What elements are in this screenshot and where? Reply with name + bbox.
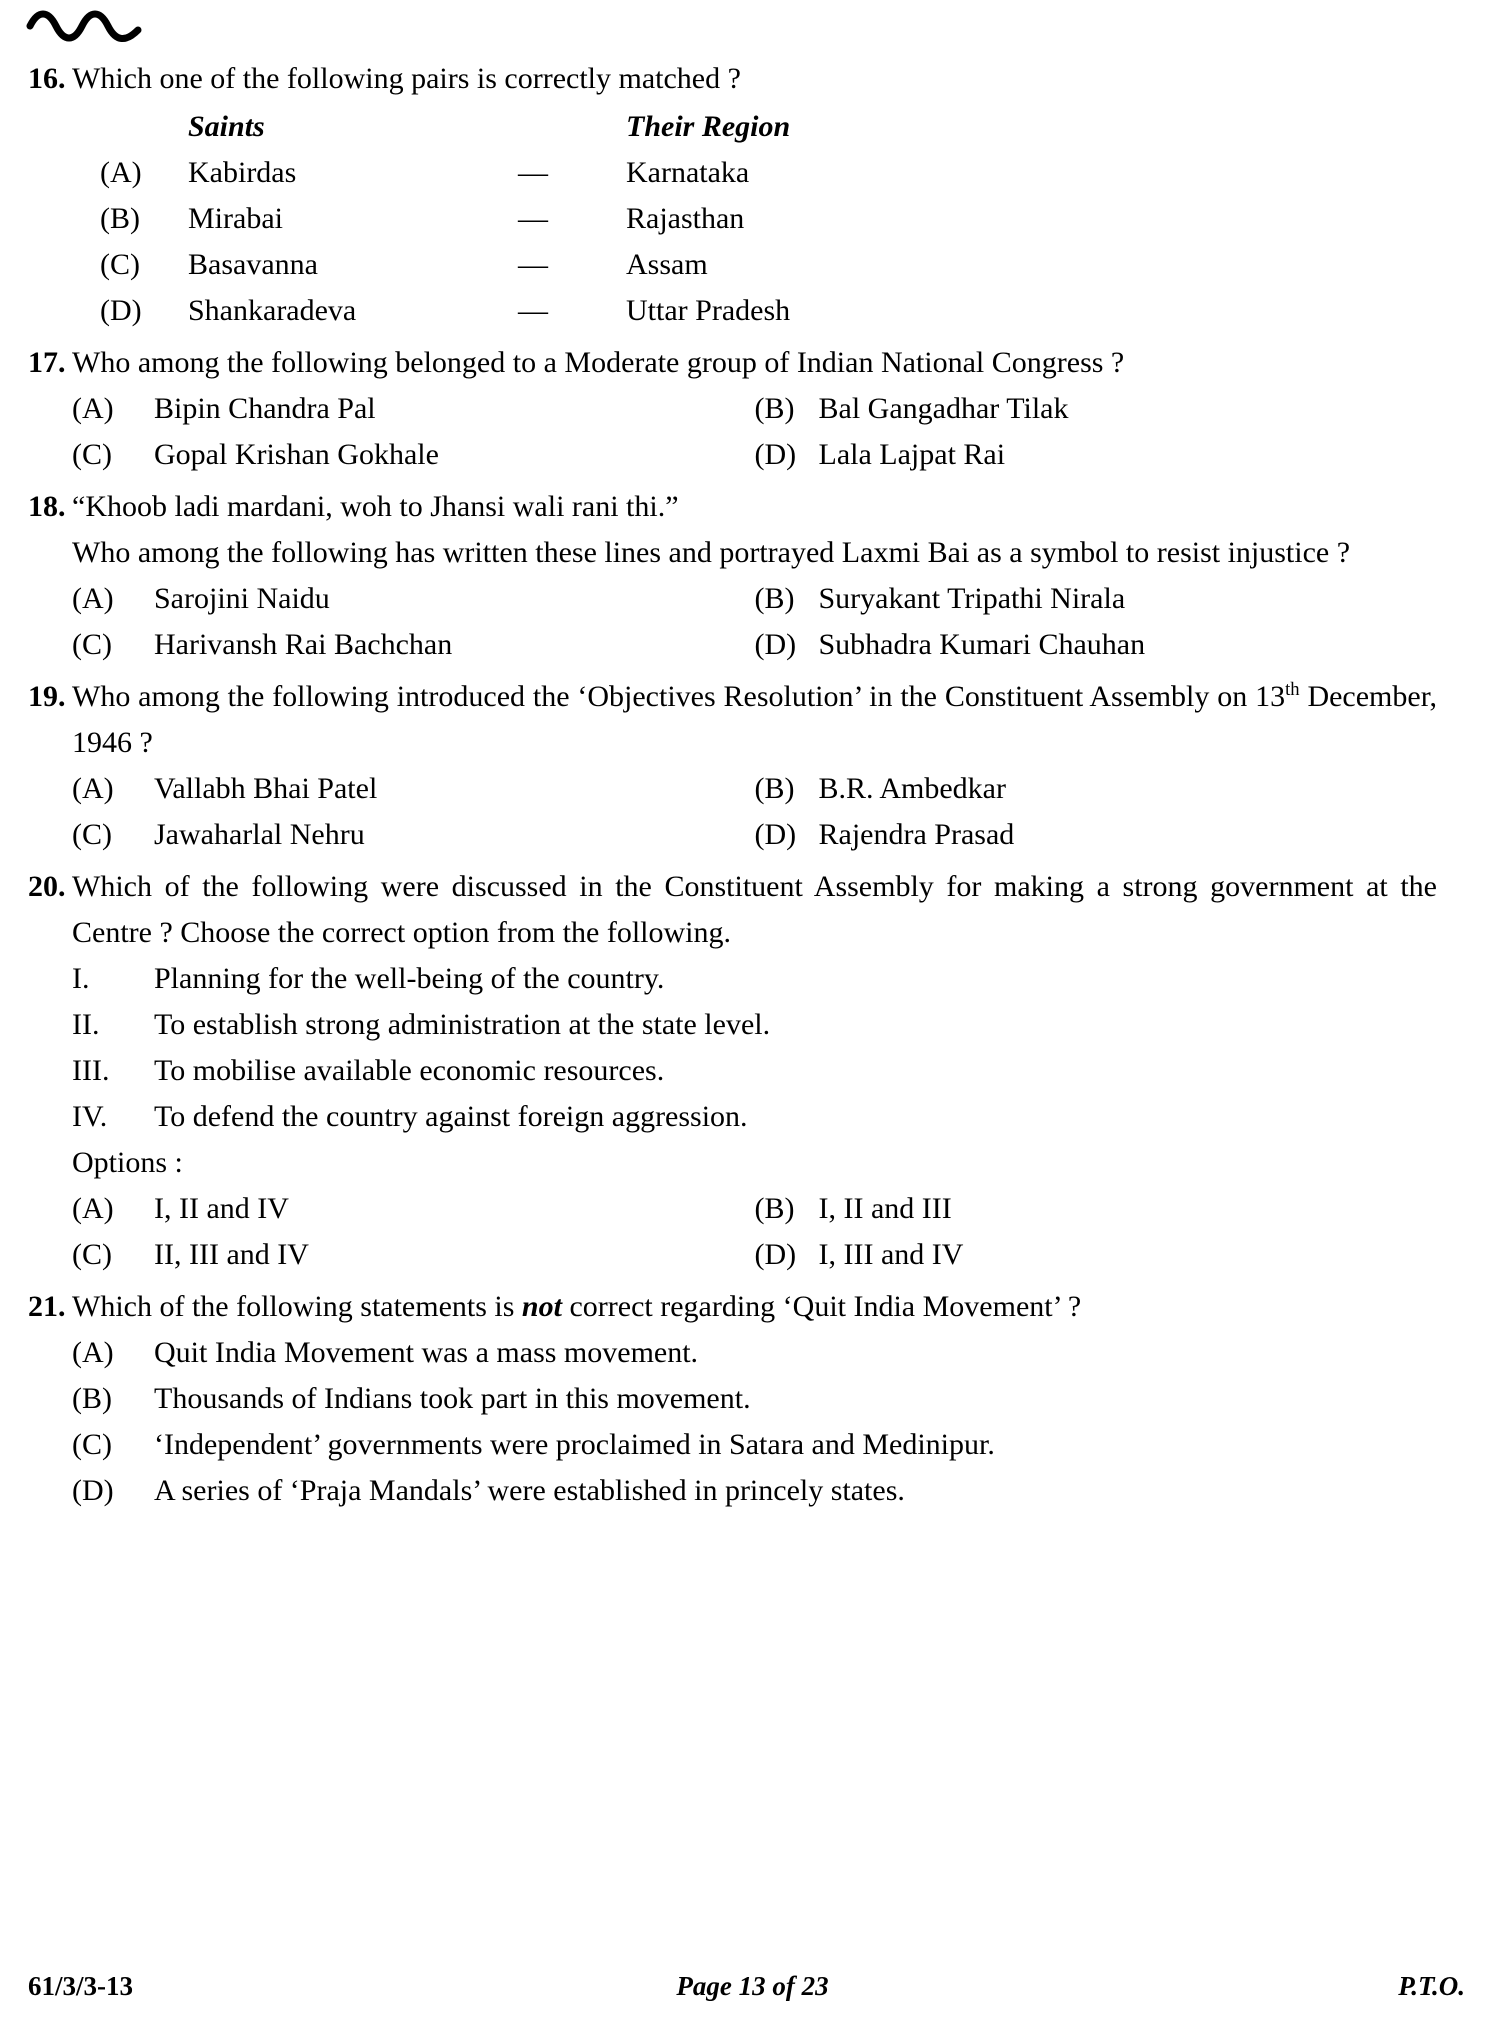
matching-row[interactable] (72, 288, 1437, 334)
option-label: (D) (754, 628, 797, 661)
matching-header-spacer (72, 104, 188, 150)
wavy-line-ornament (26, 8, 146, 50)
question-19 (0, 674, 1505, 858)
matching-row[interactable] (72, 150, 1437, 196)
option-b[interactable] (755, 766, 1438, 812)
option-c[interactable] (72, 812, 755, 858)
question-body (72, 674, 1505, 858)
question-stem (72, 674, 1437, 766)
page-number: Page 13 of 23 (676, 1970, 829, 2001)
option-label: (A) (72, 392, 114, 425)
questions-container (0, 56, 1505, 1520)
question-16 (0, 56, 1505, 334)
question-body (72, 56, 1505, 334)
option-label: (B) (100, 202, 140, 235)
option-text: Rajendra Prasad (818, 818, 1015, 851)
question-number: 17. (28, 346, 66, 379)
matching-header-row (72, 104, 1437, 150)
question-stem-post: correct regarding ‘Quit India Movement’ ? (561, 1290, 1082, 1323)
option-a[interactable] (72, 1330, 1437, 1376)
question-stem-part2: December, 1946 ? (72, 680, 1437, 759)
option-text: Gopal Krishan Gokhale (154, 438, 439, 471)
question-stem: Who among the following belonged to a Moderate group of Indian National Congress ? (72, 346, 1125, 379)
option-c[interactable] (72, 432, 755, 478)
matching-header-right: Their Region (626, 110, 791, 143)
options-list (72, 1330, 1437, 1514)
statement-label: I. (72, 962, 90, 995)
pto-label: P.T.O. (1398, 1970, 1465, 2001)
statement-label: II. (72, 1008, 100, 1041)
statement-label: IV. (72, 1100, 108, 1133)
statement-label: III. (72, 1054, 110, 1087)
statements-list (72, 956, 1437, 1140)
option-a[interactable] (72, 386, 755, 432)
options-list (72, 576, 1437, 668)
option-label: (B) (754, 392, 795, 425)
option-label: (D) (72, 1474, 114, 1507)
option-text: Bipin Chandra Pal (154, 392, 376, 425)
question-stem: Who among the following has written these lines and portrayed Laxmi Bai as a symbol to resist injustice ? (72, 536, 1351, 569)
option-text: Jawaharlal Nehru (154, 818, 365, 851)
question-body (72, 340, 1505, 478)
option-c[interactable] (72, 622, 755, 668)
option-a[interactable] (72, 1186, 755, 1232)
statement-text: Planning for the well-being of the country. (154, 962, 665, 995)
question-20 (0, 864, 1505, 1278)
option-label: (A) (72, 1336, 114, 1369)
option-text: Subhadra Kumari Chauhan (818, 628, 1146, 661)
page-footer (0, 1964, 1505, 2008)
question-17 (0, 340, 1505, 478)
option-label: (A) (72, 772, 114, 805)
matching-left-value: Basavanna (188, 248, 318, 281)
matching-header-left: Saints (188, 110, 265, 143)
option-text: I, II and IV (154, 1192, 289, 1225)
matching-right-value: Rajasthan (626, 202, 745, 235)
matching-right-value: Karnataka (626, 156, 750, 189)
option-label: (A) (100, 156, 142, 189)
option-text: Bal Gangadhar Tilak (818, 392, 1069, 425)
statement-text: To defend the country against foreign aggression. (154, 1100, 748, 1133)
option-label: (B) (72, 1382, 112, 1415)
matching-dash: — (518, 156, 548, 189)
question-stem (72, 1284, 1437, 1330)
question-quote: “Khoob ladi mardani, woh to Jhansi wali rani thi.” (72, 490, 679, 523)
option-label: (C) (72, 1238, 112, 1271)
options-list (72, 386, 1437, 478)
matching-right-value: Uttar Pradesh (626, 294, 791, 327)
question-body (72, 1284, 1505, 1514)
question-number: 21. (28, 1290, 66, 1323)
option-b[interactable] (755, 576, 1438, 622)
option-label: (C) (100, 248, 140, 281)
question-number: 19. (28, 680, 66, 713)
matching-dash: — (518, 248, 548, 281)
question-body (72, 864, 1505, 1278)
question-number: 16. (28, 62, 66, 95)
option-label: (D) (100, 294, 142, 327)
option-a[interactable] (72, 766, 755, 812)
matching-left-value: Shankaradeva (188, 294, 357, 327)
option-label: (A) (72, 582, 114, 615)
option-text: B.R. Ambedkar (818, 772, 1006, 805)
ordinal-suffix: th (1285, 679, 1300, 700)
option-text: Thousands of Indians took part in this movement. (154, 1382, 751, 1415)
option-text: A series of ‘Praja Mandals’ were established in princely states. (154, 1474, 905, 1507)
question-number: 18. (28, 490, 66, 523)
matching-dash: — (518, 294, 548, 327)
option-text: ‘Independent’ governments were proclaimed in Satara and Medinipur. (154, 1428, 995, 1461)
statement-iii (72, 1048, 1437, 1094)
option-b[interactable] (72, 1376, 1437, 1422)
statement-text: To mobilise available economic resources. (154, 1054, 665, 1087)
statement-text: To establish strong administration at the state level. (154, 1008, 771, 1041)
option-label: (B) (754, 582, 795, 615)
matching-row[interactable] (72, 242, 1437, 288)
option-label: (D) (754, 1238, 797, 1271)
option-label: (C) (72, 628, 112, 661)
option-c[interactable] (72, 1422, 1437, 1468)
option-text: II, III and IV (154, 1238, 309, 1271)
matching-row[interactable] (72, 196, 1437, 242)
option-label: (C) (72, 438, 112, 471)
statement-iv (72, 1094, 1437, 1140)
option-label: (D) (754, 438, 797, 471)
question-stem-emphasis: not (521, 1290, 562, 1323)
option-text: Quit India Movement was a mass movement. (154, 1336, 699, 1369)
option-label: (C) (72, 818, 112, 851)
option-d[interactable] (755, 1232, 1438, 1278)
question-stem: Which of the following were discussed in the Constituent Assembly for making a strong government at the Centre ? Choose the correct option from the following. (72, 870, 1437, 949)
question-stem-part1: Who among the following introduced the ‘Objectives Resolution’ in the Constituent Assembly on 13 (72, 680, 1286, 713)
option-text: Vallabh Bhai Patel (154, 772, 378, 805)
question-number: 20. (28, 870, 66, 903)
question-stem: Which one of the following pairs is correctly matched ? (72, 62, 741, 95)
option-text: I, II and III (818, 1192, 952, 1225)
question-body (72, 484, 1505, 668)
matching-header-dash-spacer (518, 104, 626, 150)
option-a[interactable] (72, 576, 755, 622)
option-text: Sarojini Naidu (154, 582, 330, 615)
option-b[interactable] (755, 1186, 1438, 1232)
matching-left-value: Mirabai (188, 202, 283, 235)
option-label: (C) (72, 1428, 112, 1461)
option-d[interactable] (755, 812, 1438, 858)
options-list (72, 1186, 1437, 1278)
option-text: I, III and IV (818, 1238, 964, 1271)
option-b[interactable] (755, 386, 1438, 432)
statement-i (72, 956, 1437, 1002)
option-d[interactable] (755, 622, 1438, 668)
option-c[interactable] (72, 1232, 755, 1278)
paper-code: 61/3/3-13 (28, 1970, 133, 2001)
option-label: (A) (72, 1192, 114, 1225)
option-label: (D) (754, 818, 797, 851)
option-d[interactable] (72, 1468, 1437, 1514)
statement-ii (72, 1002, 1437, 1048)
option-text: Harivansh Rai Bachchan (154, 628, 453, 661)
matching-left-value: Kabirdas (188, 156, 297, 189)
question-18 (0, 484, 1505, 668)
options-label: Options : (72, 1146, 183, 1179)
option-text: Lala Lajpat Rai (818, 438, 1006, 471)
option-text: Suryakant Tripathi Nirala (818, 582, 1126, 615)
option-d[interactable] (755, 432, 1438, 478)
question-stem-pre: Which of the following statements is (72, 1290, 522, 1323)
option-label: (B) (754, 772, 795, 805)
options-list (72, 766, 1437, 858)
matching-right-value: Assam (626, 248, 708, 281)
question-21 (0, 1284, 1505, 1514)
option-label: (B) (754, 1192, 795, 1225)
matching-dash: — (518, 202, 548, 235)
